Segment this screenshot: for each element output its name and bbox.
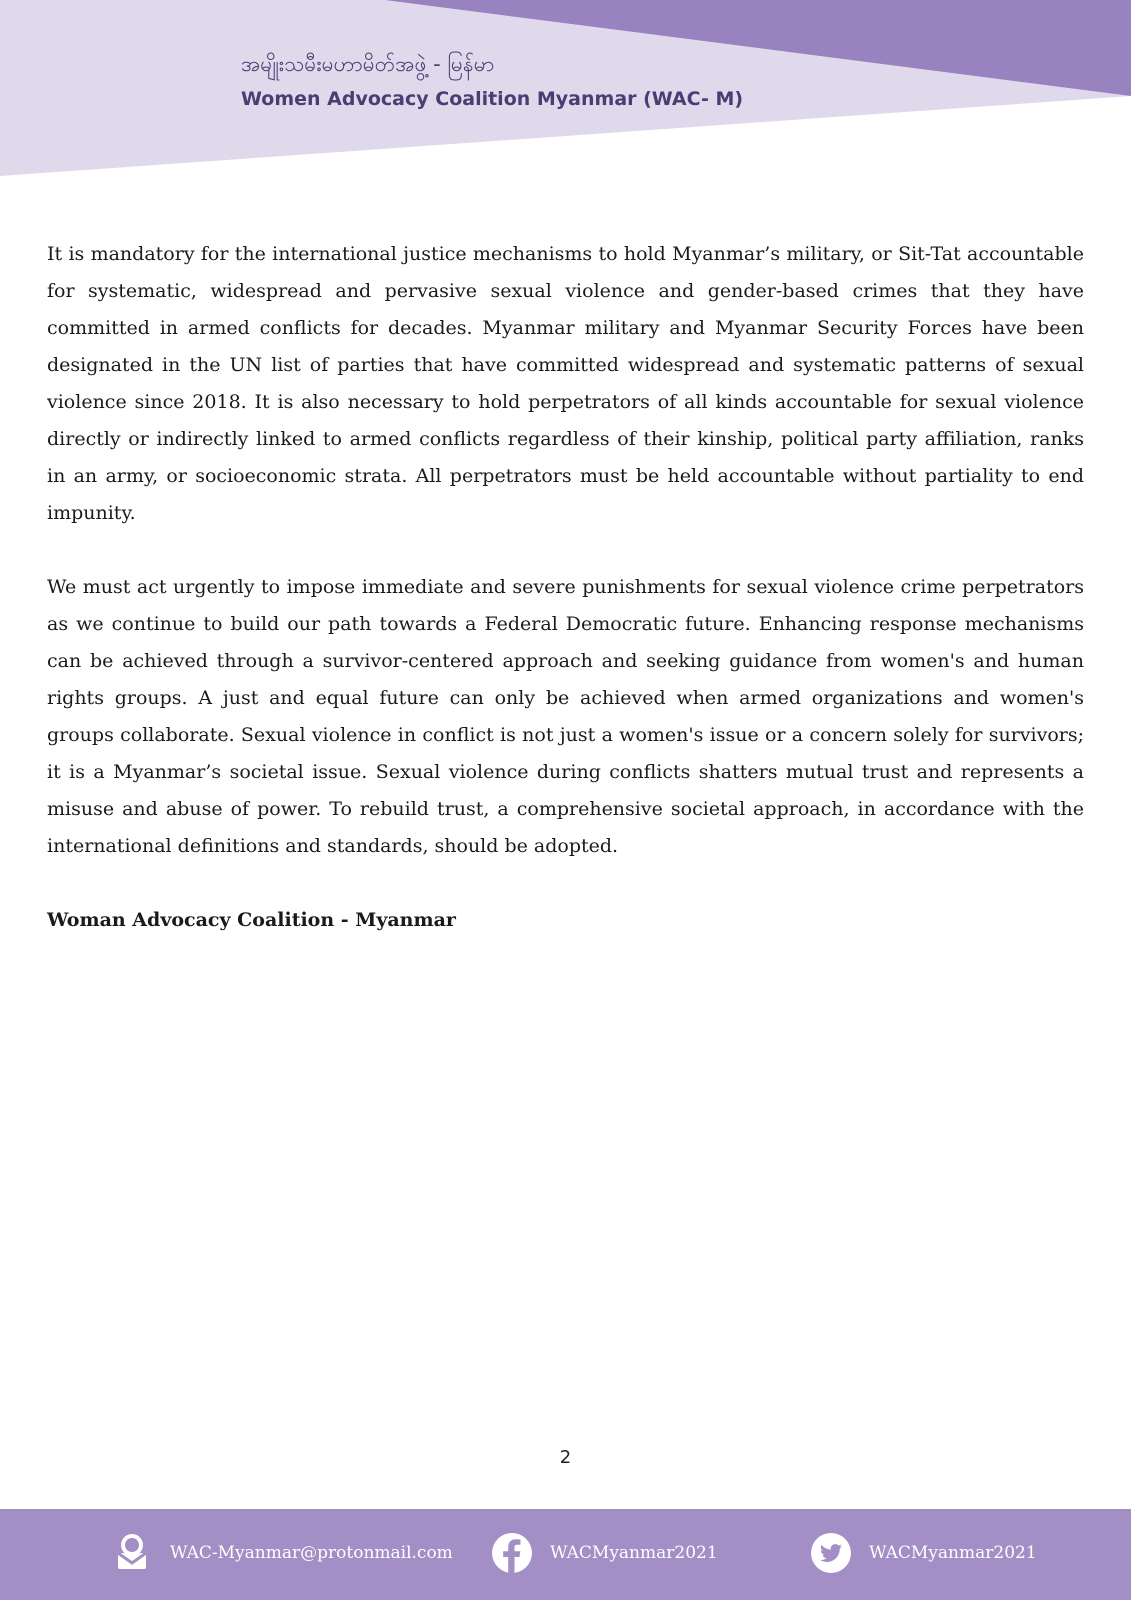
footer bbox=[0, 1509, 1131, 1600]
org-name-burmese: အမျိုးသမီးမဟာမိတ်အဖွဲ့ - မြန်မာ bbox=[241, 52, 495, 76]
body-paragraph-2: We must act urgently to impose immediate and severe punishments for sexual violence crime perpetrators as we continue to build our path towards a Federal Democratic future. Enhancing response mechanisms can be achieved through a survivor-centered approach and seeking guidance from women's and human rights groups. A just and equal future can only be achieved when armed organizations and women's groups collaborate. Sexual violence in conflict is not just a women's issue or a concern solely for survivors; it is a Myanmar’s societal issue. Sexual violence during conflicts shatters mutual trust and represents a misuse and abuse of power. To rebuild trust, a comprehensive societal approach, in accordance with the international definitions and standards, should be adopted. bbox=[47, 576, 1084, 857]
facebook-icon bbox=[492, 1533, 532, 1573]
letter-body bbox=[47, 236, 1084, 939]
footer-facebook[interactable] bbox=[492, 1533, 718, 1573]
page-number: 2 bbox=[559, 1447, 572, 1468]
signature: Woman Advocacy Coalition - Myanmar bbox=[47, 909, 456, 931]
body-paragraph-1: It is mandatory for the international justice mechanisms to hold Myanmar’s military, or Sit-Tat accountable for systematic, widespread and pervasive sexual violence and gender-based crimes that they have committed in armed conflicts for decades. Myanmar military and Myanmar Security Forces have been designated in the UN list of parties that have committed widespread and systematic patterns of sexual violence since 2018. It is also necessary to hold perpetrators of all kinds accountable for sexual violence directly or indirectly linked to armed conflicts regardless of their kinship, political party affiliation, ranks in an army, or socioeconomic strata. All perpetrators must be held accountable without partiality to end impunity. bbox=[47, 243, 1084, 524]
footer-twitter[interactable] bbox=[811, 1533, 1037, 1573]
twitter-label[interactable]: WACMyanmar2021 bbox=[869, 1543, 1037, 1563]
footer-email[interactable] bbox=[112, 1533, 453, 1573]
header-titles bbox=[241, 50, 743, 112]
twitter-icon bbox=[811, 1533, 851, 1573]
email-label[interactable]: WAC-Myanmar@protonmail.com bbox=[170, 1543, 453, 1563]
org-name-english: Women Advocacy Coalition Myanmar (WAC- M) bbox=[241, 88, 744, 110]
facebook-label[interactable]: WACMyanmar2021 bbox=[550, 1543, 718, 1563]
email-icon bbox=[112, 1533, 152, 1573]
